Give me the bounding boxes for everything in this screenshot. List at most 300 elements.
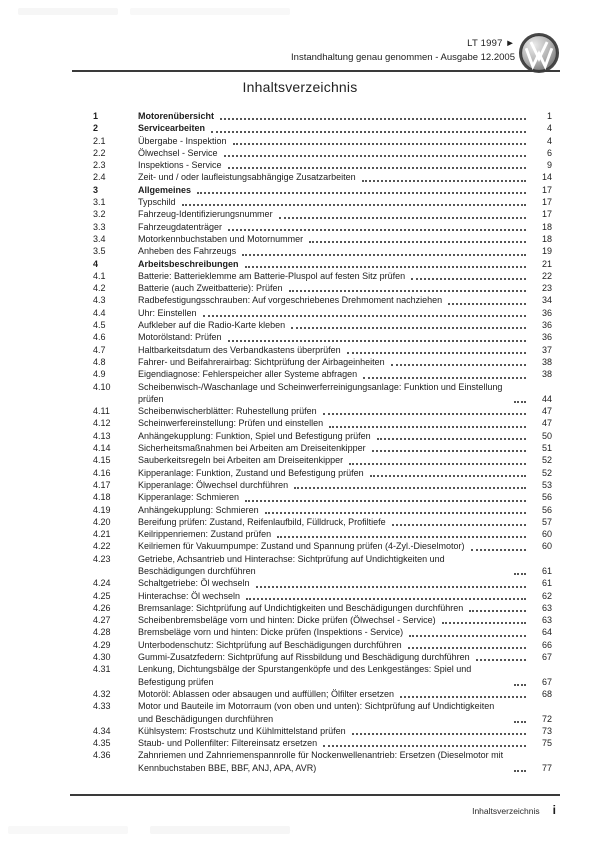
toc-entry-title: Haltbarkeitsdatum des Verbandkastens überprüfen [138,344,341,355]
toc-entry-body [138,430,552,442]
toc-entry-body [138,368,552,380]
dot-leader [228,229,526,231]
toc-entry-number: 3.2 [93,209,106,220]
toc-entry-number: 2.4 [93,172,106,183]
toc-entry-number: 4.29 [93,639,111,650]
toc-entry [93,467,552,479]
toc-entry-number: 4.36 [93,750,111,761]
table-of-contents [93,110,552,774]
toc-entry-title: Schaltgetriebe: Öl wechseln [138,578,250,589]
dot-leader [400,696,526,698]
toc-entry-body [138,651,552,663]
toc-entry [93,651,552,663]
toc-entry-body [138,626,552,638]
toc-entry-title: Bremsanlage: Sichtprüfung auf Undichtigkeiten und Beschädigungen durchführen [138,602,464,613]
toc-entry-title: Gummi-Zusatzfedern: Sichtprüfung auf Rissbildung und Beschädigung durchführen [138,652,470,663]
toc-entry-number: 2.1 [93,135,106,146]
dot-leader [289,290,526,292]
toc-entry-page: 19 [541,246,552,257]
toc-entry-body [138,270,552,282]
toc-entry [93,614,552,626]
toc-entry [93,221,552,233]
toc-entry [93,110,552,122]
toc-entry-page: 4 [546,123,552,134]
toc-entry [93,626,552,638]
dot-leader [224,155,526,157]
toc-entry [93,307,552,319]
toc-entry-page: 17 [541,197,552,208]
toc-entry-title: Motor und Bauteile im Motorraum (von oben und unten): Sichtprüfung auf Undichtigkeiten und Beschädigungen durchführen [138,701,495,724]
toc-entry [93,590,552,602]
dot-leader [476,659,526,661]
toc-entry-title: Motorkennbuchstaben und Motornummer [138,233,304,244]
dot-leader [228,167,526,169]
toc-entry [93,504,552,516]
toc-entry-body [138,663,552,688]
toc-entry-body [138,159,552,171]
toc-entry-page: 60 [541,529,552,540]
dot-leader [469,610,526,612]
toc-entry-body [138,344,552,356]
dot-leader [279,217,526,219]
toc-entry-body [138,147,552,159]
toc-entry-number: 1 [93,111,99,121]
toc-entry-title: Zahnriemen und Zahnriemenspannrolle für Nockenwellenantrieb: Ersetzen (Dieselmotor mit Kennbuchstaben BBE, BBF, ANJ, APA, AVR) [138,750,504,773]
toc-entry [93,663,552,688]
toc-entry-page: 44 [541,393,552,404]
toc-entry-body [138,258,552,270]
toc-entry-page: 17 [541,209,552,220]
dot-leader [246,598,526,600]
toc-entry-title: Kühlsystem: Frostschutz und Kühlmittelstand prüfen [138,725,346,736]
toc-entry-number: 3.4 [93,233,106,244]
toc-entry [93,454,552,466]
toc-entry [93,725,552,737]
toc-entry-title: Getriebe, Achsantrieb und Hinterachse: Sichtprüfung auf Undichtigkeiten und Beschädigungen durchführen [138,553,445,576]
toc-entry-number: 4.26 [93,602,111,613]
scan-watermark-artifact [8,826,128,834]
dot-leader [211,131,526,133]
toc-entry-page: 47 [541,418,552,429]
toc-entry-page: 52 [541,455,552,466]
toc-entry-page: 6 [546,147,552,158]
toc-entry-page: 56 [541,492,552,503]
toc-entry-page: 63 [541,615,552,626]
toc-entry-number: 4.10 [93,381,111,392]
toc-entry-title: Anheben des Fahrzeugs [138,246,237,257]
toc-entry-body [138,417,552,429]
scan-watermark-artifact [18,8,118,15]
toc-entry [93,233,552,245]
toc-entry-page: 72 [541,713,552,724]
dot-leader [352,733,526,735]
toc-entry-title: Bereifung prüfen: Zustand, Reifenlaufbild, Fülldruck, Profiltiefe [138,516,386,527]
toc-entry-page: 53 [541,479,552,490]
toc-entry-number: 4.27 [93,615,111,626]
toc-entry [93,294,552,306]
toc-entry-number: 4.32 [93,688,111,699]
toc-entry [93,319,552,331]
toc-entry-number: 3.3 [93,221,106,232]
toc-entry-title: Staub- und Pollenfilter: Filtereinsatz ersetzen [138,738,318,749]
toc-entry-page: 37 [541,344,552,355]
footer-divider [70,794,560,796]
toc-entry-number: 4.24 [93,578,111,589]
toc-entry-title: Scheibenbremsbeläge vorn und hinten: Dicke prüfen (Ölwechsel - Service) [138,615,436,626]
dot-leader [514,770,526,772]
toc-entry [93,688,552,700]
toc-entry-page: 17 [541,184,552,195]
toc-entry-body [138,307,552,319]
toc-entry-title: Fahrer- und Beifahrerairbag: Sichtprüfung der Airbageinheiten [138,356,385,367]
dot-leader [363,377,526,379]
toc-entry-title: Arbeitsbeschreibungen [138,258,239,269]
toc-entry [93,491,552,503]
toc-entry [93,602,552,614]
toc-entry [93,159,552,171]
toc-entry-number: 4.33 [93,701,111,712]
toc-entry [93,184,552,196]
toc-entry-page: 36 [541,320,552,331]
dot-leader [409,635,526,637]
toc-entry-number: 4.21 [93,529,111,540]
toc-entry-page: 18 [541,221,552,232]
toc-entry [93,553,552,578]
toc-entry-body [138,590,552,602]
toc-entry [93,381,552,406]
page-title: Inhaltsverzeichnis [242,79,358,95]
toc-entry-number: 3.5 [93,246,106,257]
dot-leader [329,426,526,428]
toc-entry-page: 38 [541,369,552,380]
toc-entry-body [138,737,552,749]
toc-entry-body [138,331,552,343]
toc-entry-body [138,110,552,122]
toc-entry-title: Typschild [138,197,176,208]
toc-entry-body [138,294,552,306]
dot-leader [291,327,526,329]
toc-entry [93,639,552,651]
toc-entry-number: 4.30 [93,652,111,663]
toc-entry-body [138,504,552,516]
toc-entry [93,356,552,368]
dot-leader [245,500,526,502]
scan-watermark-artifact [130,8,290,15]
toc-entry-body [138,442,552,454]
toc-entry-title: Bremsbeläge vorn und hinten: Dicke prüfen (Inspektions - Service) [138,627,404,638]
toc-entry-number: 2 [93,123,99,134]
toc-entry-body [138,208,552,220]
toc-entry-title: Anhängekupplung: Funktion, Spiel und Befestigung prüfen [138,430,371,441]
toc-entry-page: 73 [541,725,552,736]
toc-entry-number: 4.34 [93,725,111,736]
toc-entry [93,417,552,429]
toc-entry-page: 1 [546,111,552,121]
toc-entry-title: Keilriemen für Vakuumpumpe: Zustand und Spannung prüfen (4-Zyl.-Dieselmotor) [138,541,465,552]
toc-entry-number: 4.13 [93,430,111,441]
toc-entry-number: 2.2 [93,147,106,158]
dot-leader [377,438,526,440]
toc-entry-number: 4.9 [93,369,106,380]
toc-entry-title: Motoröl: Ablassen oder absaugen und auffüllen; Ölfilter ersetzen [138,688,394,699]
toc-entry [93,245,552,257]
toc-entry-body [138,467,552,479]
toc-entry-number: 3.1 [93,197,106,208]
toc-entry-body [138,540,552,552]
toc-entry-title: Fahrzeug-Identifizierungsnummer [138,209,273,220]
toc-entry [93,171,552,183]
toc-entry-number: 4.14 [93,443,111,454]
toc-entry-body [138,725,552,737]
toc-entry-page: 9 [546,160,552,171]
toc-entry-title: Batterie: Batterieklemme am Batterie-Pluspol auf festen Sitz prüfen [138,270,406,281]
toc-entry-body [138,381,552,406]
dot-leader [514,401,526,403]
toc-entry-body [138,491,552,503]
dot-leader [233,143,526,145]
footer-page-number: i [552,803,556,817]
dot-leader [372,450,526,452]
toc-entry-title: Motorölstand: Prüfen [138,332,222,343]
footer-label: Inhaltsverzeichnis [472,806,540,816]
toc-entry-title: Keilrippenriemen: Zustand prüfen [138,529,272,540]
dot-leader [349,463,526,465]
dot-leader [362,180,526,182]
toc-entry-title: Lenkung, Dichtungsbälge der Spurstangenköpfe und des Lenkgestänges: Spiel und Befestigung prüfen [138,664,472,687]
toc-entry [93,258,552,270]
toc-entry-body [138,639,552,651]
toc-entry-number: 4.35 [93,738,111,749]
dot-leader [256,586,526,588]
toc-entry-title: Übergabe - Inspektion [138,135,227,146]
toc-entry [93,196,552,208]
toc-entry [93,577,552,589]
toc-entry-body [138,122,552,134]
toc-entry-page: 36 [541,332,552,343]
toc-entry-number: 4.22 [93,541,111,552]
toc-entry-number: 4.23 [93,553,111,564]
dot-leader [347,352,526,354]
page-header [291,38,515,64]
toc-entry-body [138,319,552,331]
toc-entry-number: 4.18 [93,492,111,503]
toc-entry-page: 75 [541,738,552,749]
toc-entry-number: 4.4 [93,307,106,318]
toc-entry-number: 4.31 [93,664,111,675]
toc-entry-title: Anhängekupplung: Schmieren [138,504,259,515]
toc-entry-title: Inspektions - Service [138,160,222,171]
toc-entry-body [138,245,552,257]
toc-entry-page: 67 [541,652,552,663]
dot-leader [514,573,526,575]
toc-entry-body [138,614,552,626]
toc-entry-title: Servicearbeiten [138,123,206,134]
toc-entry-page: 23 [541,283,552,294]
toc-entry-number: 4.6 [93,332,106,343]
toc-entry-page: 64 [541,627,552,638]
toc-entry-body [138,405,552,417]
dot-leader [220,118,526,120]
toc-entry-body [138,282,552,294]
toc-entry-body [138,528,552,540]
dot-leader [228,340,526,342]
toc-entry [93,430,552,442]
toc-entry-page: 61 [541,565,552,576]
toc-entry-body [138,135,552,147]
toc-entry [93,528,552,540]
dot-leader [392,524,526,526]
toc-entry [93,737,552,749]
toc-entry-page: 52 [541,467,552,478]
toc-entry-body [138,553,552,578]
toc-entry-number: 4.2 [93,283,106,294]
toc-entry-page: 50 [541,430,552,441]
toc-entry-number: 4.25 [93,590,111,601]
toc-entry-title: Ölwechsel - Service [138,147,218,158]
toc-entry-page: 18 [541,233,552,244]
toc-entry-page: 62 [541,590,552,601]
toc-entry-number: 4.20 [93,516,111,527]
toc-entry-title: Fahrzeugdatenträger [138,221,223,232]
toc-entry-title: Hinterachse: Öl wechseln [138,590,241,601]
dot-leader [411,278,526,280]
header-divider [72,70,560,72]
dot-leader [471,549,527,551]
toc-entry [93,135,552,147]
toc-entry-title: Uhr: Einstellen [138,307,197,318]
dot-leader [245,266,526,268]
toc-entry-title: Allgemeines [138,184,192,195]
toc-entry-title: Radbefestigungsschrauben: Auf vorgeschriebenes Drehmoment nachziehen [138,295,443,306]
dot-leader [309,241,526,243]
toc-entry [93,282,552,294]
vw-logo-icon [518,32,560,74]
toc-entry-title: Kipperanlage: Funktion, Zustand und Befestigung prüfen [138,467,364,478]
toc-entry-body [138,602,552,614]
dot-leader [182,204,526,206]
toc-entry-page: 56 [541,504,552,515]
dot-leader [323,413,526,415]
toc-entry-title: Aufkleber auf die Radio-Karte kleben [138,320,286,331]
toc-entry-body [138,356,552,368]
toc-entry-number: 4.8 [93,356,106,367]
toc-entry-title: Unterbodenschutz: Sichtprüfung auf Beschädigungen durchführen [138,639,402,650]
toc-entry-body [138,184,552,196]
dot-leader [514,684,526,686]
toc-entry-body [138,700,552,725]
toc-entry [93,147,552,159]
toc-entry [93,479,552,491]
toc-entry-title: Zeit- und / oder laufleistungsabhängige Zusatzarbeiten [138,172,356,183]
toc-entry [93,405,552,417]
toc-entry [93,368,552,380]
toc-entry-number: 4.5 [93,320,106,331]
page-footer [472,803,556,817]
toc-entry-page: 21 [541,258,552,269]
toc-entry-body [138,479,552,491]
model-designation: LT 1997 ► [467,38,515,49]
toc-entry [93,700,552,725]
dot-leader [448,303,526,305]
toc-entry-page: 68 [541,688,552,699]
toc-entry-page: 60 [541,541,552,552]
toc-entry [93,208,552,220]
toc-entry [93,331,552,343]
toc-entry [93,122,552,134]
toc-entry-body [138,688,552,700]
dot-leader [442,622,526,624]
toc-entry-page: 67 [541,676,552,687]
toc-entry-title: Scheibenwischerblätter: Ruhestellung prüfen [138,406,317,417]
toc-entry-page: 38 [541,356,552,367]
toc-entry-body [138,454,552,466]
toc-entry-page: 47 [541,406,552,417]
toc-entry-page: 63 [541,602,552,613]
toc-entry-number: 4.19 [93,504,111,515]
toc-entry-number: 4.12 [93,418,111,429]
toc-entry-body [138,221,552,233]
dot-leader [294,487,526,489]
toc-entry-body [138,233,552,245]
toc-entry [93,516,552,528]
toc-entry [93,270,552,282]
dot-leader [265,512,526,514]
toc-entry-body [138,516,552,528]
dot-leader [197,192,526,194]
toc-entry-number: 4.16 [93,467,111,478]
toc-entry-number: 4.28 [93,627,111,638]
toc-entry-page: 61 [541,578,552,589]
dot-leader [203,315,526,317]
toc-entry-title: Kipperanlage: Schmieren [138,492,240,503]
toc-entry-number: 4.1 [93,270,106,281]
toc-entry-title: Scheinwerfereinstellung: Prüfen und einstellen [138,418,324,429]
toc-entry-body [138,171,552,183]
dot-leader [408,647,526,649]
toc-entry-number: 4.3 [93,295,106,306]
toc-entry-body [138,196,552,208]
toc-entry-number: 4.7 [93,344,106,355]
toc-entry-page: 51 [541,443,552,454]
toc-entry-title: Motorenübersicht [138,111,215,121]
toc-entry-number: 4 [93,258,99,269]
toc-entry [93,442,552,454]
toc-entry-number: 3 [93,184,99,195]
toc-entry-page: 57 [541,516,552,527]
toc-entry-page: 36 [541,307,552,318]
toc-entry-page: 34 [541,295,552,306]
toc-entry-number: 4.11 [93,406,110,417]
toc-entry-body [138,749,552,774]
toc-entry-title: Kipperanlage: Ölwechsel durchführen [138,479,289,490]
dot-leader [242,254,526,256]
dot-leader [370,475,526,477]
toc-entry [93,749,552,774]
dot-leader [277,536,526,538]
toc-entry-number: 4.15 [93,455,111,466]
toc-entry-page: 4 [546,135,552,146]
manual-title: Instandhaltung genau genommen - Ausgabe 12.2005 [291,52,515,63]
toc-entry [93,344,552,356]
toc-entry-number: 4.17 [93,479,111,490]
dot-leader [323,745,526,747]
dot-leader [391,364,526,366]
toc-entry-page: 77 [541,762,552,773]
toc-entry-page: 14 [541,172,552,183]
scan-watermark-artifact [150,826,290,834]
toc-entry-page: 66 [541,639,552,650]
toc-entry-title: Sicherheitsmaßnahmen bei Arbeiten am Dreiseitenkipper [138,443,366,454]
